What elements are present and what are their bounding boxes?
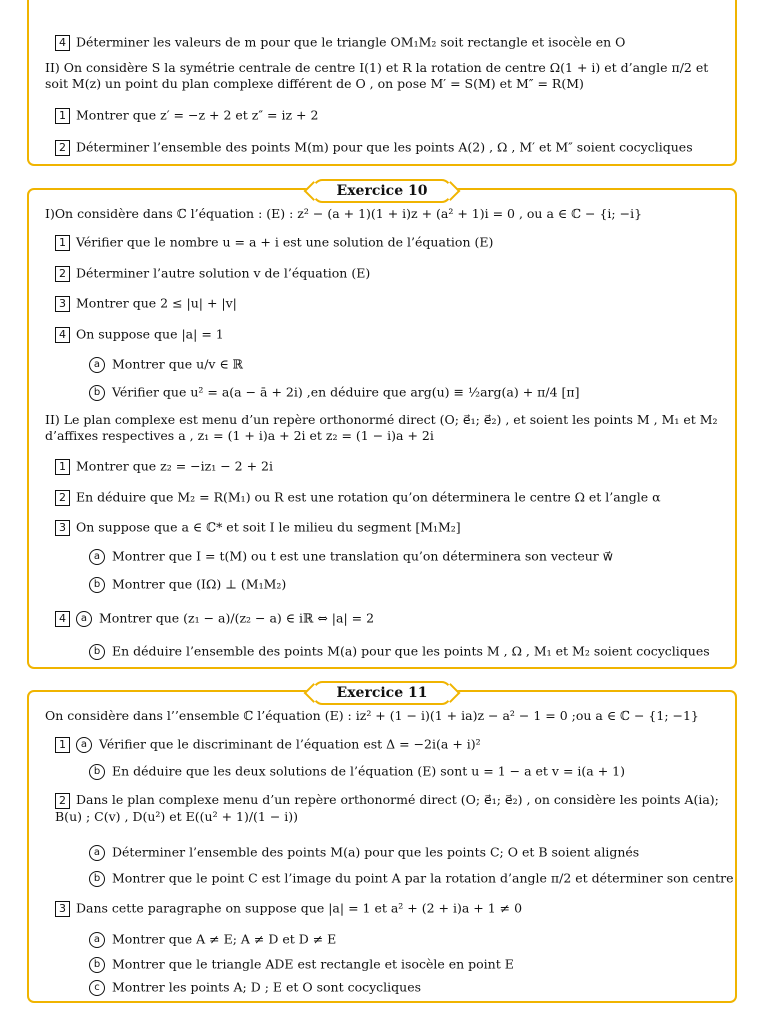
part-2-statement: II) Le plan complexe est menu d’un repère orthonormé direct (O; e⃗₁; e⃗₂) , et soient les points M , M₁ et M₂ d’affixes respectives a , z₁ = (1 + i)a + 2i et z₂ = (1 − i)a + 2i — [45, 412, 718, 443]
question-text: En déduire que M₂ = R(M₁) ou R est une rotation qu’on déterminera le centre Ω et l’angle α — [76, 489, 661, 505]
subquestion-letter: c — [89, 980, 105, 996]
subquestion-letter: a — [89, 549, 105, 565]
question-number: 1 — [55, 235, 70, 251]
question-text: Déterminer l’autre solution v de l’équation (E) — [76, 265, 371, 281]
question-text: Vérifier que le nombre u = a + i est une solution de l’équation (E) — [76, 234, 494, 250]
question-text: Montrer que I = t(M) ou t est une translation qu’on déterminera son vecteur w⃗ — [112, 548, 613, 564]
question-text: Montrer que le triangle ADE est rectangle et isocèle en point E — [112, 956, 514, 972]
question-1 — [55, 234, 735, 251]
exercise-9-continuation — [27, 0, 737, 166]
subquestion-letter: a — [76, 737, 92, 753]
question-r3b — [89, 576, 735, 593]
question-text: Montrer que (IΩ) ⊥ (M₁M₂) — [112, 576, 287, 592]
exercise-title: Exercice 10 — [313, 179, 452, 203]
question-3a — [89, 931, 735, 948]
question-text: Dans le plan complexe menu d’un repère orthonormé direct (O; e⃗₁; e⃗₂) , on considère les points A(ia); B(u) ; C(v) , D(u²) et E((u² + 1)/(1 − i)) — [55, 792, 719, 824]
part-2-statement: II) On considère S la symétrie centrale de centre I(1) et R la rotation de centre Ω(1 + i) et d’angle π/2 et soit M(z) un point du plan complexe différent de O , on pose M′ = S(M) et M″ = R(M) — [45, 60, 709, 91]
question-number: 4 — [55, 327, 70, 343]
question-text: Montrer que A ≠ E; A ≠ D et D ≠ E — [112, 931, 337, 947]
subquestion-letter: b — [89, 871, 105, 887]
exercise-10 — [27, 183, 737, 669]
subquestion-letter: a — [89, 357, 105, 373]
question-number: 2 — [55, 266, 70, 282]
subquestion-letter: a — [76, 611, 92, 627]
question-text: Montrer que 2 ≤ |u| + |v| — [76, 295, 237, 311]
exercise-title: Exercice 11 — [313, 681, 452, 705]
question-r4b — [89, 643, 735, 660]
question-text: Montrer que u/v ∈ ℝ — [112, 356, 244, 372]
question-text: On suppose que a ∈ ℂ* et soit I le milieu du segment [M₁M₂] — [76, 519, 461, 535]
question-r3 — [55, 519, 735, 536]
exercise-intro: I)On considère dans ℂ l’équation : (E) : z² − (a + 1)(1 + i)z + (a² + 1)i = 0 , ou a ∈ ℂ − {i; −i} — [45, 206, 643, 221]
question-text: Déterminer les valeurs de m pour que le triangle OM₁M₂ soit rectangle et isocèle en O — [76, 34, 626, 50]
subquestion-letter: a — [89, 845, 105, 861]
question-text: Déterminer l’ensemble des points M(a) pour que les points C; O et B soient alignés — [112, 844, 640, 860]
question-text: En déduire que les deux solutions de l’équation (E) sont u = 1 − a et v = i(a + 1) — [112, 763, 625, 779]
question-4b — [89, 384, 735, 401]
question-r4a — [55, 610, 735, 627]
question-1b — [89, 763, 735, 780]
question-1a — [55, 736, 735, 753]
question-text: Montrer que (z₁ − a)/(z₂ − a) ∈ iℝ ⇔ |a| = 2 — [99, 610, 375, 626]
question-4 — [55, 34, 735, 51]
question-number: 2 — [55, 490, 70, 506]
question-2b — [89, 870, 735, 887]
question-r2 — [55, 489, 735, 506]
question-text: On suppose que |a| = 1 — [76, 326, 224, 342]
question-text: Montrer que z′ = −z + 2 et z″ = iz + 2 — [76, 107, 319, 123]
subquestion-letter: b — [89, 764, 105, 780]
subquestion-letter: b — [89, 577, 105, 593]
question-text: Vérifier que u² = a(a − ā + 2i) ,en déduire que arg(u) ≡ ½arg(a) + π/4 [π] — [112, 384, 580, 400]
question-4a — [89, 356, 735, 373]
question-number: 3 — [55, 296, 70, 312]
question-1 — [55, 107, 735, 124]
question-3 — [55, 295, 735, 312]
question-text: Montrer que z₂ = −iz₁ − 2 + 2i — [76, 458, 273, 474]
question-r3a — [89, 548, 735, 565]
question-3 — [55, 900, 735, 917]
question-text: Vérifier que le discriminant de l’équation est Δ = −2i(a + i)² — [99, 736, 481, 752]
question-number: 2 — [55, 140, 70, 156]
question-number: 4 — [55, 611, 70, 627]
question-number: 4 — [55, 35, 70, 51]
question-number: 1 — [55, 737, 70, 753]
question-3c — [89, 979, 735, 996]
question-number: 1 — [55, 459, 70, 475]
subquestion-letter: b — [89, 385, 105, 401]
question-2 — [55, 139, 735, 156]
question-number: 1 — [55, 108, 70, 124]
question-3b — [89, 956, 735, 973]
question-number: 3 — [55, 520, 70, 536]
subquestion-letter: b — [89, 957, 105, 973]
question-number: 2 — [55, 793, 70, 809]
question-number: 3 — [55, 901, 70, 917]
question-text: Montrer les points A; D ; E et O sont cocycliques — [112, 979, 422, 995]
question-text: Dans cette paragraphe on suppose que |a| = 1 et a² + (2 + i)a + 1 ≠ 0 — [76, 900, 523, 916]
question-r1 — [55, 458, 735, 475]
subquestion-letter: b — [89, 644, 105, 660]
question-4 — [55, 326, 735, 343]
question-2a — [89, 844, 735, 861]
question-2 — [55, 792, 721, 825]
question-2 — [55, 265, 735, 282]
question-text: En déduire l’ensemble des points M(a) pour que les points M , Ω , M₁ et M₂ soient cocycliques — [112, 643, 710, 659]
question-text: Montrer que le point C est l’image du point A par la rotation d’angle π/2 et déterminer son centre — [112, 870, 734, 886]
subquestion-letter: a — [89, 932, 105, 948]
exercise-11 — [27, 685, 737, 1003]
exercise-intro: On considère dans l’’ensemble ℂ l’équation (E) : iz² + (1 − i)(1 + ia)z − a² − 1 = 0 ;ou a ∈ ℂ − {1; −1} — [45, 708, 699, 723]
question-text: Déterminer l’ensemble des points M(m) pour que les points A(2) , Ω , M′ et M″ soient cocycliques — [76, 139, 693, 155]
